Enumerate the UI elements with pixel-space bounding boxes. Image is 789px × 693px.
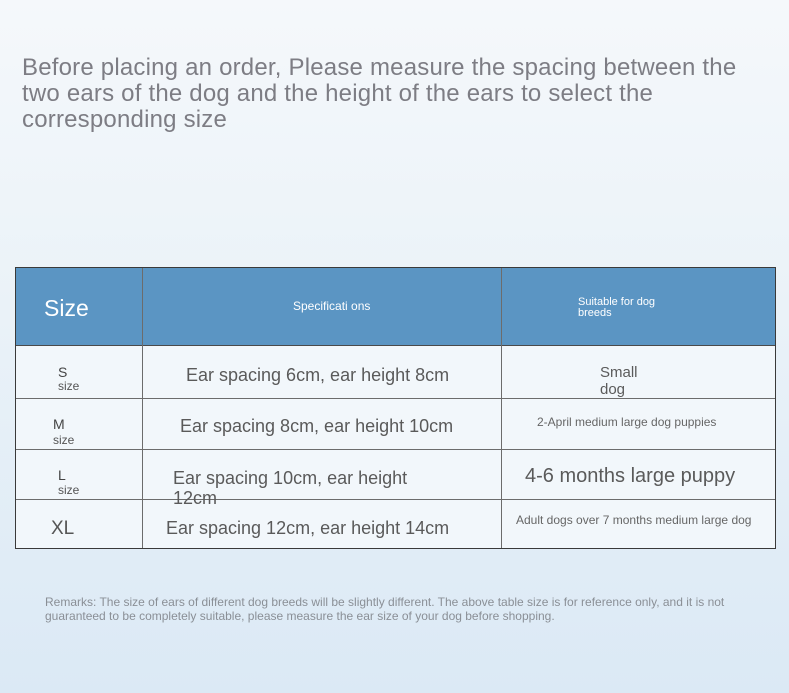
- header-suitable-breeds: Suitable for dog breeds: [578, 296, 656, 319]
- column-divider: [501, 268, 502, 548]
- page-heading: Before placing an order, Please measure the spacing between the two ears of the dog and the height of the ears to select the corresponding size: [22, 54, 737, 133]
- size-label: M: [53, 416, 65, 432]
- row-divider: [16, 398, 775, 399]
- spec-cell: Ear spacing 10cm, ear height 12cm: [173, 468, 408, 508]
- size-chart-table: [15, 267, 776, 549]
- size-sublabel: size: [53, 433, 75, 447]
- remarks-note: Remarks: The size of ears of different dog breeds will be slightly different. The above table size is for reference only, and it is not guaranteed to be completely suitable, please measure the ear size of your dog before shopping.: [45, 595, 725, 623]
- spec-cell: Ear spacing 6cm, ear height 8cm: [186, 365, 450, 385]
- header-specifications: Specificati ons: [293, 299, 371, 313]
- suitable-cell: Adult dogs over 7 months medium large dog: [516, 513, 752, 527]
- header-size: Size: [44, 295, 89, 321]
- suitable-cell: 2-April medium large dog puppies: [537, 415, 717, 429]
- suitable-cell: 4-6 months large puppy: [525, 465, 736, 487]
- row-divider: [16, 449, 775, 450]
- spec-cell: Ear spacing 8cm, ear height 10cm: [180, 416, 454, 436]
- size-label: XL: [51, 518, 75, 539]
- size-sublabel: size: [58, 483, 80, 497]
- size-sublabel: size: [58, 379, 80, 393]
- spec-cell: Ear spacing 12cm, ear height 14cm: [166, 518, 450, 538]
- size-label: S: [58, 364, 68, 380]
- column-divider: [142, 268, 143, 548]
- table-header-row: [16, 268, 775, 346]
- suitable-cell: Small dog: [600, 364, 638, 398]
- size-label: L: [58, 467, 66, 483]
